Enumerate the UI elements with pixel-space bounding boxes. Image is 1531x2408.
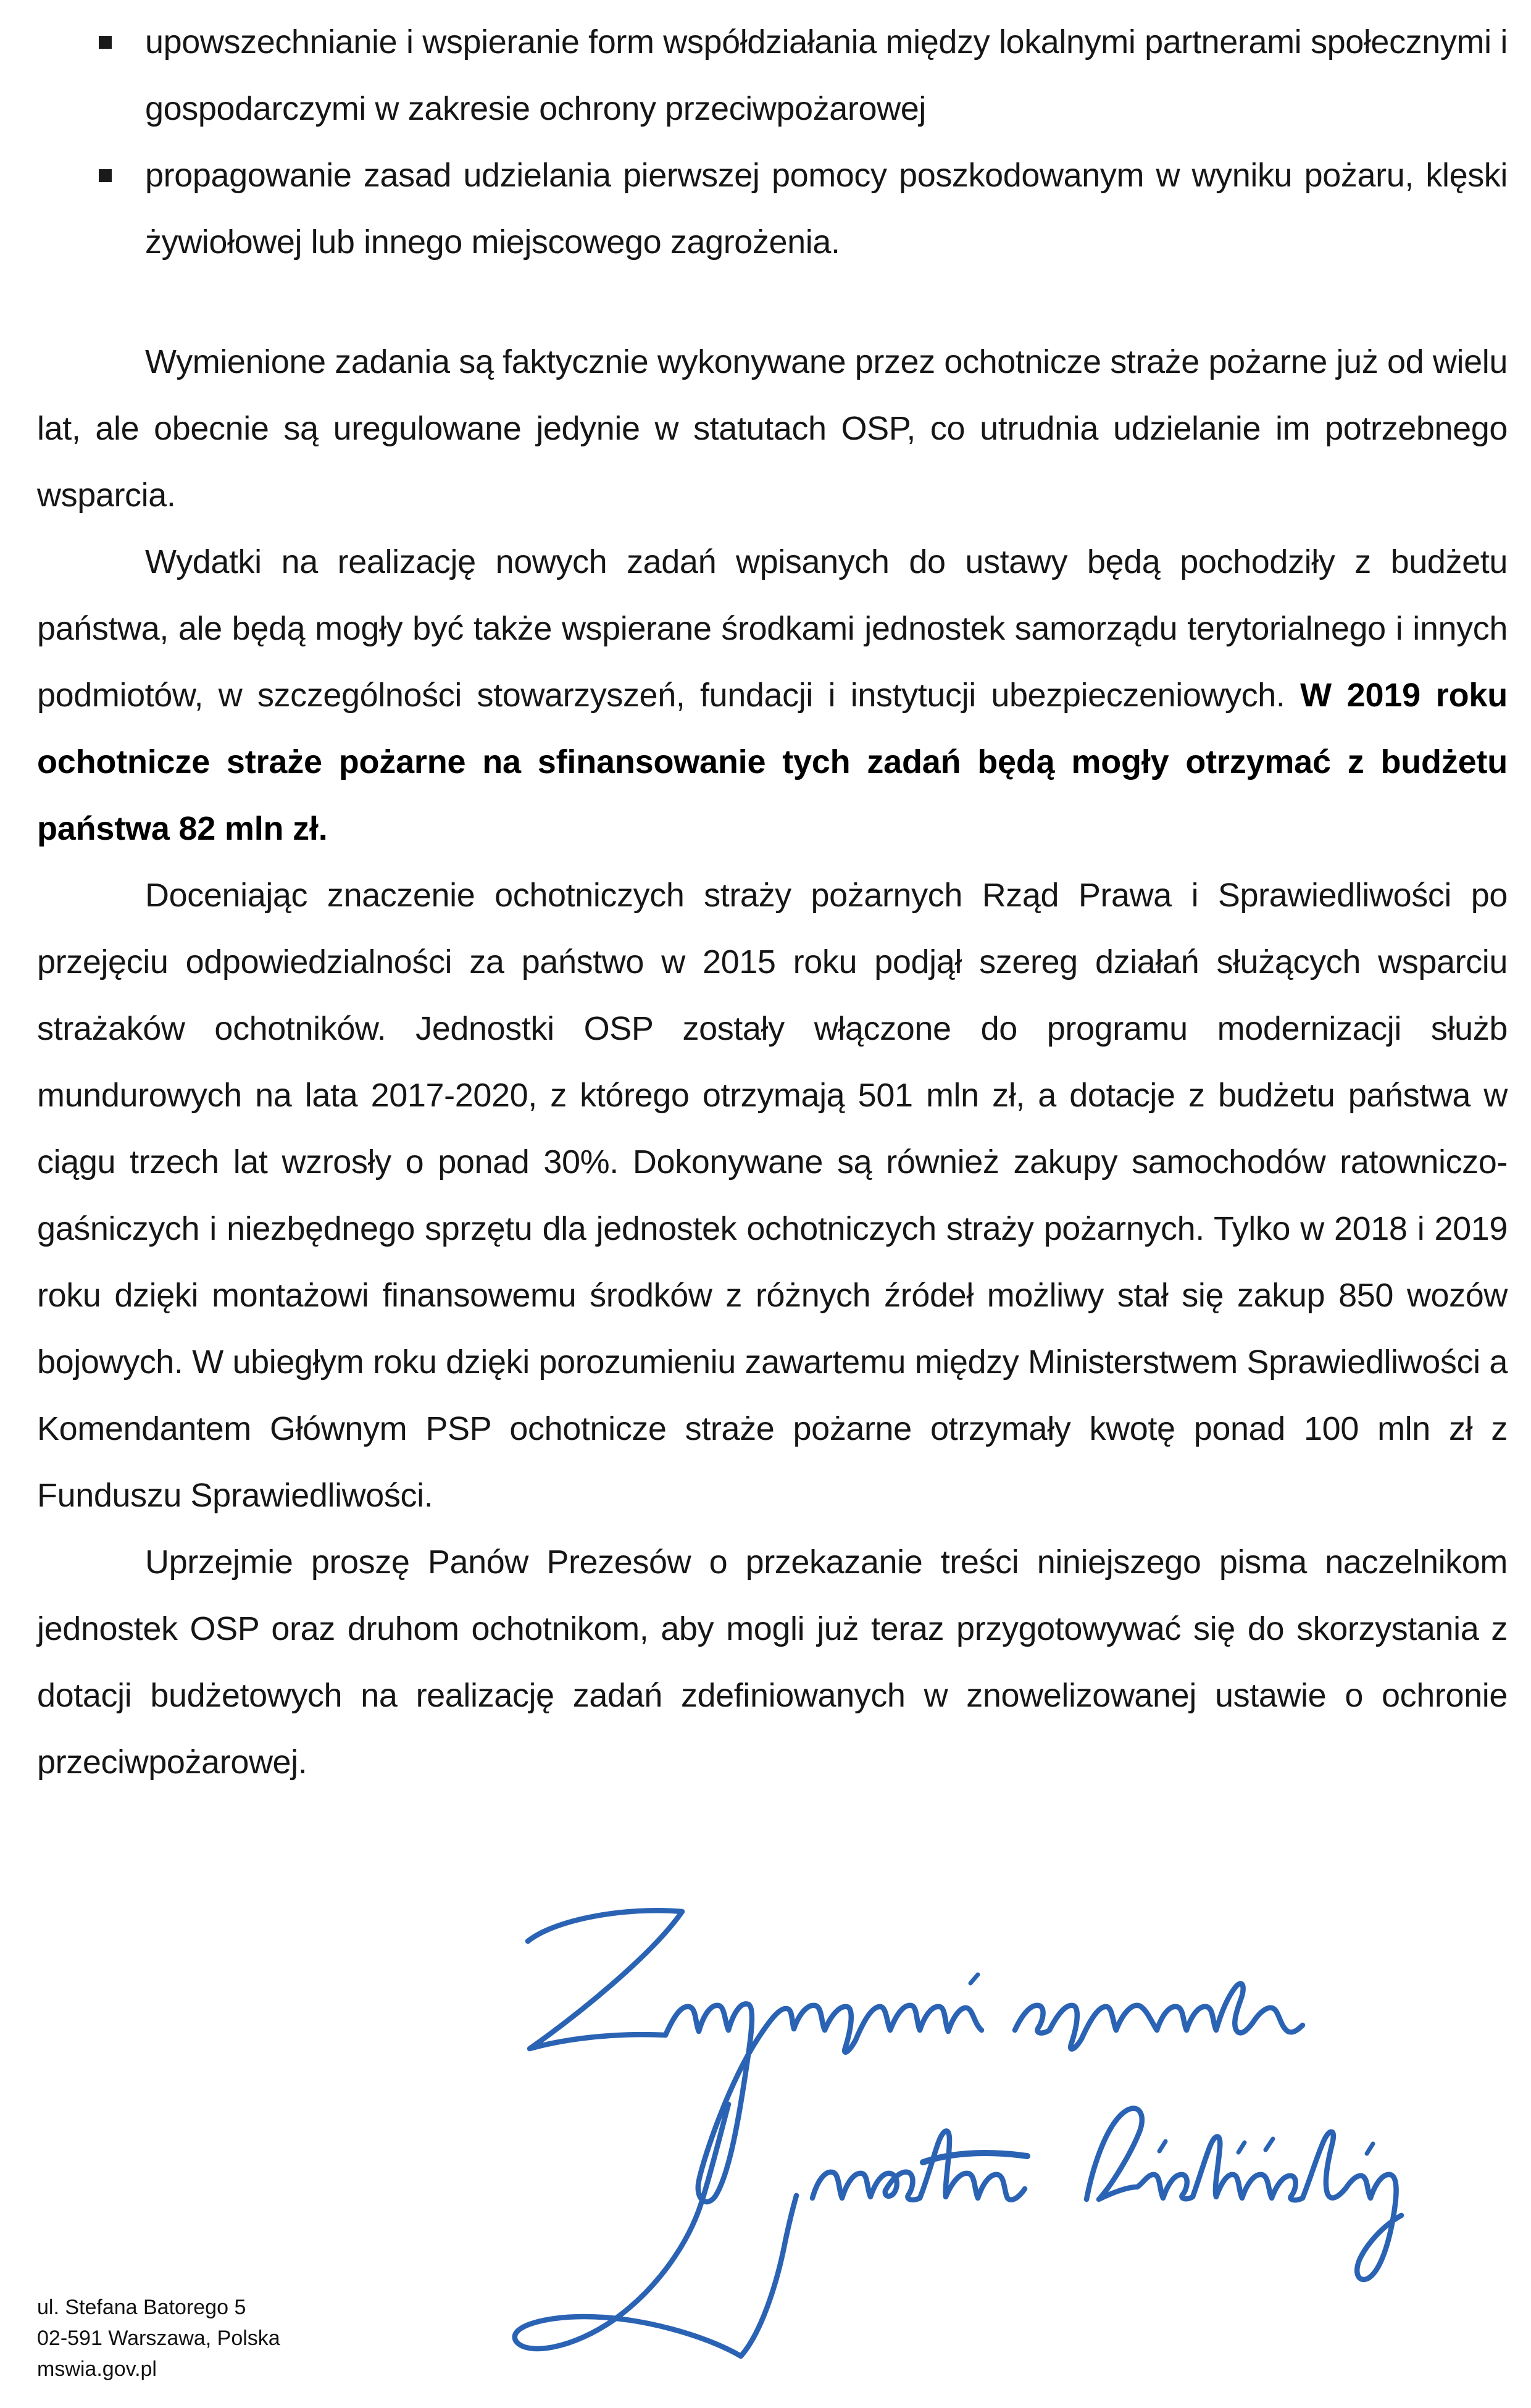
- name-l-crossbar: [923, 2153, 1027, 2162]
- footer-address: [37, 2292, 280, 2385]
- footer-city: 02-591 Warszawa, Polska: [37, 2326, 280, 2350]
- paragraph-text: Uprzejmie proszę Panów Prezesów o przekazanie treści niniejszego pisma naczelnikom jednostek OSP oraz druhom ochotnikom, aby mogli już teraz przygotowywać się do skorzystania z dotacji budżetowych na realizację zadań zdefiniowanych w znowelizowanej ustawie o ochronie przeciwpożarowej.: [37, 1544, 1508, 1781]
- paragraph-request: [37, 1529, 1508, 1796]
- footer-website: mswia.gov.pl: [37, 2357, 157, 2381]
- footer-street: ul. Stefana Batorego 5: [37, 2296, 246, 2319]
- paragraph-tasks: [37, 328, 1508, 529]
- name-i-dot: [1159, 2141, 1166, 2151]
- letter-body: [37, 9, 1508, 1796]
- bullet-text: propagowanie zasad udzielania pierwszej pomocy poszkodowanym w wyniku pożaru, klęski żywiołowej lub innego miejscowego zagrożenia.: [145, 157, 1508, 261]
- closing-szacunku-stroke: [1015, 1984, 1303, 2049]
- bullet-item: [37, 142, 1508, 275]
- bullet-text: upowszechnianie i wspieranie form współdziałania między lokalnymi partnerami społecznymi i gospodarczymi w zakresie ochrony przeciwpożarowej: [145, 23, 1508, 127]
- signature-block: [469, 1877, 1494, 2389]
- name-zielinski-stroke: [1087, 2109, 1401, 2280]
- paragraph-government-support: [37, 862, 1508, 1529]
- closing-z-stroke: [528, 1910, 682, 2049]
- handwritten-signature-drawing: [469, 1877, 1494, 2389]
- paragraph-bold-text: W 2019 roku ochotnicze straże pożarne na sfinansowanie tych zadań będą mogły otrzymać z budżetu państwa 82 mln zł.: [37, 677, 1508, 847]
- paragraph-text: Doceniając znaczenie ochotniczych straży pożarnych Rząd Prawa i Sprawiedliwości po przejęciu odpowiedzialności za państwo w 2015 roku podjął szereg działań służących wsparciu strażaków ochotników. Jednostki OSP zostały włączone do programu modernizacji służb mundurowych na lata 2017-2020, z którego otrzymają 501 mln zł, a dotacje z budżetu państwa w ciągu trzech lat wzrosły o ponad 30%. Dokonywane są również zakupy samochodów ratowniczo-gaśniczych i niezbędnego sprzętu dla jednostek ochotniczych straży pożarnych. Tylko w 2018 i 2019 roku dzięki montażowi finansowemu środków z różnych źródeł możliwy stał się zakup 850 wozów bojowych. W ubiegłym roku dzięki porozumieniu zawartemu między Ministerstwem Sprawiedliwości a Komendantem Głównym PSP ochotnicze straże pożarne otrzymały kwotę ponad 100 mln zł z Funduszu Sprawiedliwości.: [37, 877, 1508, 1514]
- name-i-dot: [1238, 2143, 1245, 2152]
- closing-i-dot: [970, 1975, 978, 1983]
- bullet-list: [37, 9, 1508, 275]
- name-i-dot: [1367, 2144, 1373, 2154]
- bullet-item: [37, 9, 1508, 142]
- bullet-square-icon: [99, 36, 112, 49]
- name-aroslaw-stroke: [812, 2131, 1025, 2200]
- paragraph-text: Wydatki na realizację nowych zadań wpisanych do ustawy będą pochodziły z budżetu państwa, ale będą mogły być także wspierane środkami jednostek samorządu terytorialnego i innych podmiotów, w szczególności stowarzyszeń, fundacji i instytucji ubezpieczeniowych.: [37, 543, 1508, 714]
- name-j-flourish-stroke: [515, 2104, 796, 2356]
- name-n-acute: [1266, 2139, 1273, 2150]
- paragraph-budget: [37, 529, 1508, 862]
- paragraph-text: Wymienione zadania są faktycznie wykonywane przez ochotnicze straże pożarne już od wielu lat, ale obecnie są uregulowane jedynie w statutach OSP, co utrudnia udzielanie im potrzebnego wsparcia.: [37, 343, 1508, 514]
- bullet-square-icon: [99, 169, 112, 182]
